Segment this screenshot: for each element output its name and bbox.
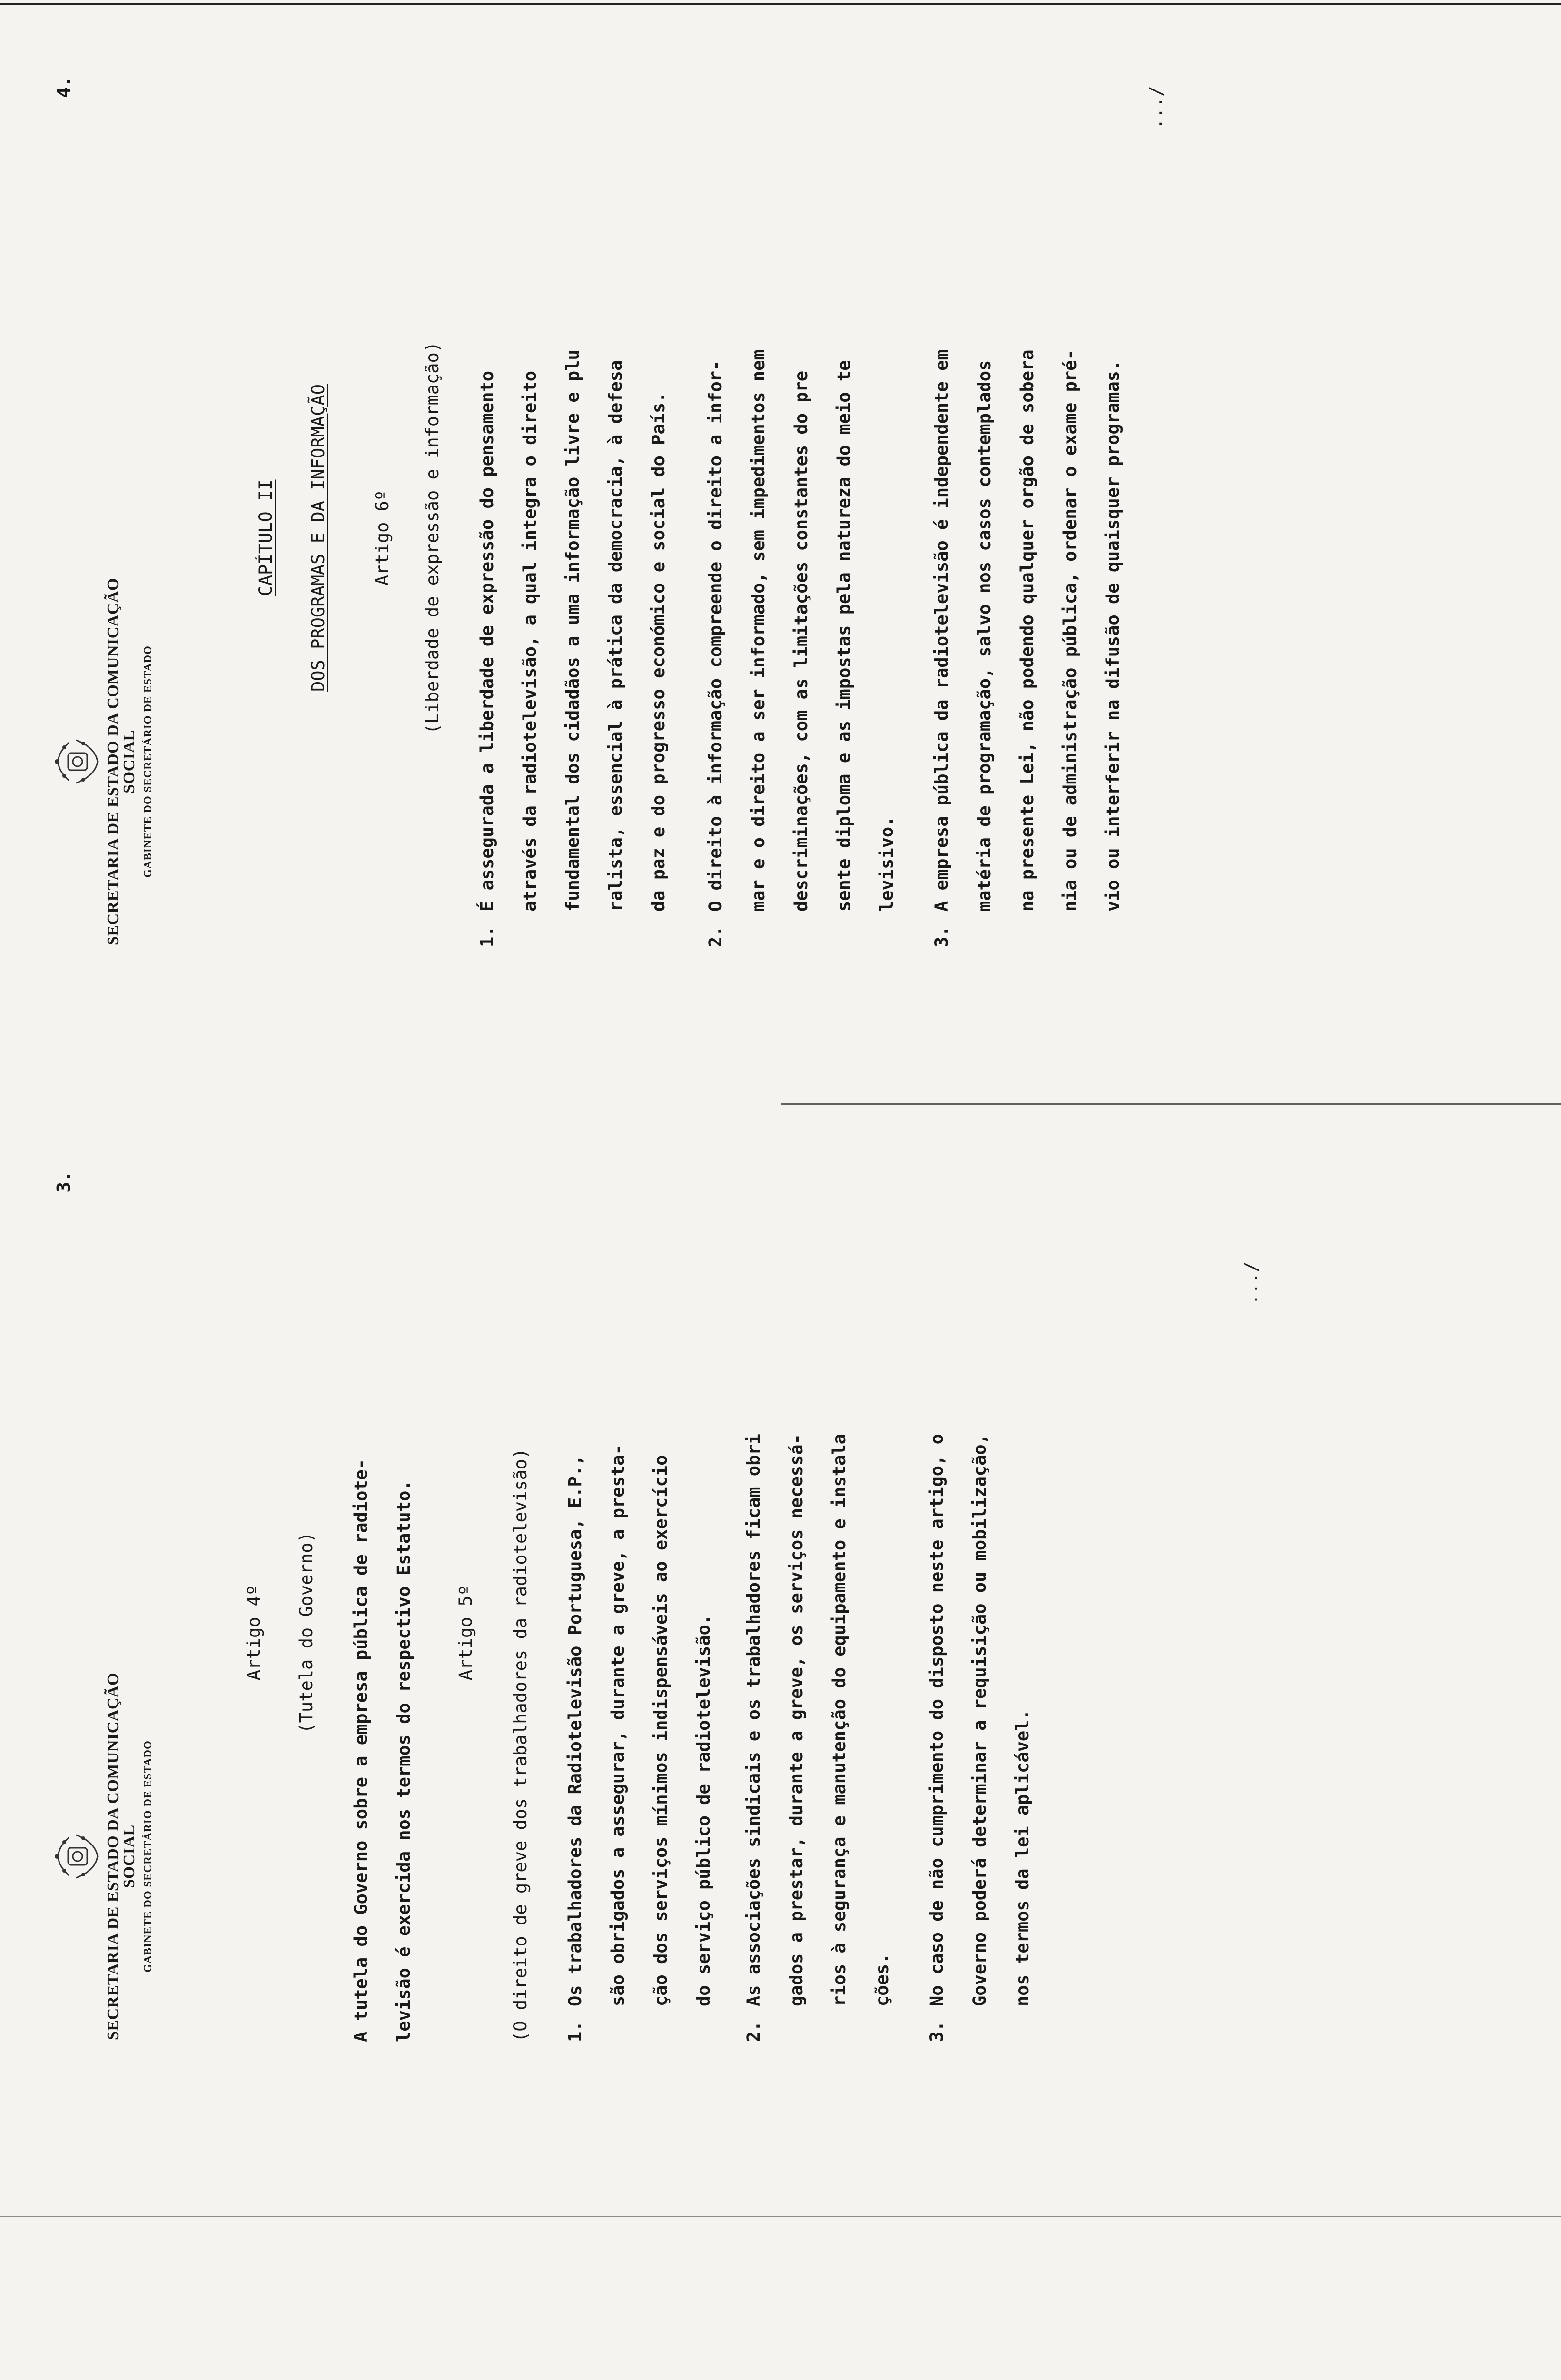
- item-number: 2.: [743, 2021, 764, 2042]
- text-line: do serviço público de radiotelevisão.: [693, 1614, 714, 2006]
- letterhead: [50, 1652, 153, 2061]
- text-line: descriminações, com as limitações constantes do pre: [791, 370, 811, 912]
- text-line: levisivo.: [877, 816, 897, 912]
- article-5-subtitle: (O direito de greve dos trabalhadores da radiotelevisão): [510, 1448, 531, 2042]
- article-4-title: Artigo 4º: [244, 1585, 264, 1681]
- cabinet-name: GABINETE DO SECRETÁRIO DE ESTADO: [142, 1740, 154, 1973]
- text-line: É assegurada a liberdade de expressão do pensamento: [477, 370, 497, 912]
- article-5-title: Artigo 5º: [455, 1585, 476, 1681]
- page-number: 3.: [53, 1171, 74, 1193]
- text-line: sente diploma e as impostas pela natureza do meio te: [834, 360, 854, 912]
- text-line: na presente Lei, não podendo qualquer orgão de sobera: [1017, 349, 1037, 912]
- chapter-title: DOS PROGRAMAS E DA INFORMAÇÃO: [308, 384, 328, 692]
- coat-of-arms-icon: [50, 1828, 102, 1885]
- text-line: através da radiotelevisão, a qual integra o direito: [520, 370, 540, 912]
- continued-marker: .../: [1241, 1261, 1262, 1305]
- text-line: são obrigados a assegurar, durante a greve, a presta-: [608, 1444, 628, 2006]
- text-line: As associações sindicais e os trabalhadores ficam obri: [743, 1434, 764, 2006]
- article-6-title: Artigo 6º: [372, 490, 393, 586]
- text-line: O direito à informação compreende o direito a infor-: [705, 360, 726, 912]
- letterhead: [50, 557, 153, 966]
- organization-name: SECRETARIA DE ESTADO DA COMUNICAÇÃO SOCIAL: [104, 578, 138, 945]
- article-6-subtitle: (Liberdade de expressão e informação): [422, 341, 443, 734]
- cabinet-name: GABINETE DO SECRETÁRIO DE ESTADO: [142, 645, 154, 878]
- text-line: Os trabalhadores da Radiotelevisão Portuguesa, E.P.,: [565, 1455, 585, 2006]
- text-line: nos termos da lei aplicável.: [1012, 1709, 1033, 2006]
- scan-top-edge-line: [0, 3, 1561, 5]
- text-line: da paz e do progresso económico e social do País.: [648, 392, 669, 912]
- item-number: 3.: [931, 926, 952, 947]
- text-line: A tutela do Governo sobre a empresa pública de radiote-: [351, 1458, 371, 2042]
- text-line: ção dos serviços mínimos indispensáveis ao exercício: [651, 1455, 671, 2006]
- item-number: 3.: [927, 2021, 947, 2042]
- text-line: nia ou de administração pública, ordenar o exame pré-: [1060, 349, 1080, 912]
- text-line: No caso de não cumprimento do disposto neste artigo, o: [927, 1434, 947, 2006]
- organization-name: SECRETARIA DE ESTADO DA COMUNICAÇÃO SOCIAL: [104, 1673, 138, 2040]
- chapter-number: CAPÍTULO II: [256, 479, 276, 596]
- article-4-subtitle: (Tutela do Governo): [296, 1532, 316, 1734]
- continued-marker: .../: [1146, 86, 1166, 129]
- text-line: mar e o direito a ser informado, sem impedimentos nem: [748, 349, 769, 912]
- text-line: Governo poderá determinar a requisição ou mobilização,: [969, 1434, 990, 2006]
- text-line: levisão é exercida nos termos do respectivo Estatuto.: [394, 1480, 414, 2042]
- text-line: fundamental dos cidadãos a uma informação livre e plu: [563, 349, 583, 912]
- text-line: matéria de programação, salvo nos casos contemplados: [974, 360, 995, 912]
- text-line: A empresa pública da radiotelevisão é independente em: [931, 349, 952, 912]
- item-number: 2.: [705, 926, 726, 947]
- text-line: rios à segurança e manutenção do equipamento e instala: [829, 1434, 850, 2006]
- item-number: 1.: [477, 926, 497, 947]
- text-line: vio ou interferir na difusão de quaisquer programas.: [1103, 360, 1123, 912]
- page-4: [0, 14, 1166, 1566]
- text-line: ralista, essencial à prática da democracia, à defesa: [605, 360, 626, 912]
- coat-of-arms-icon: [50, 733, 102, 790]
- text-line: ções.: [872, 1953, 892, 2006]
- item-number: 1.: [565, 2021, 585, 2042]
- page-number: 4.: [53, 76, 74, 98]
- text-line: gados a prestar, durante a greve, os serviços necessá-: [786, 1434, 807, 2006]
